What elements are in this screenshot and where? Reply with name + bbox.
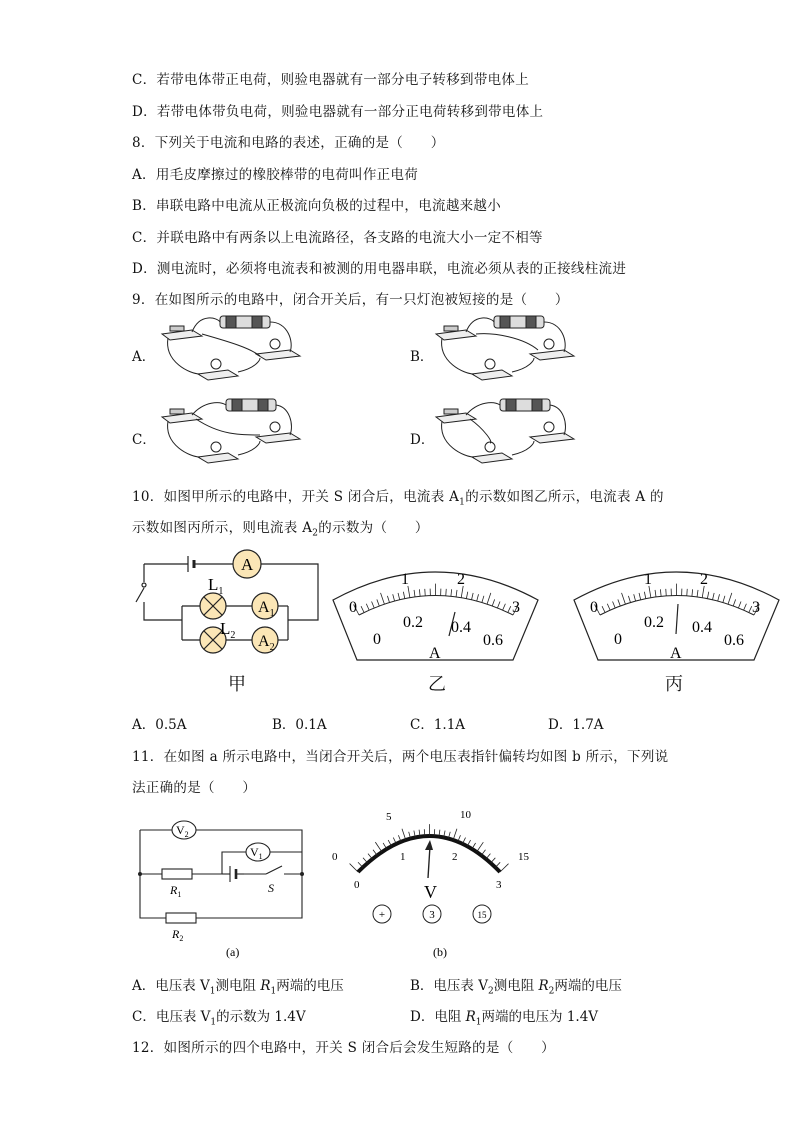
q10-ammeter-a1-label: $A_1$ [258, 599, 275, 619]
q10-option-c: C．1.1A [410, 717, 466, 733]
q10-bing-outer-tick-3: 3 [752, 599, 760, 616]
q11-scale-tick [453, 829, 457, 840]
q11-outer-tick-15: 15 [518, 851, 529, 863]
q10-lamp-l2-label: $L_2$ [220, 619, 236, 641]
q10-yi-inner-tick-0: 0 [373, 631, 381, 648]
q10-option-b: B．0.1A [272, 717, 327, 733]
q10-ammeter-a-label: A [241, 555, 254, 574]
q7-option-d: D．若带电体带负电荷，则验电器就有一部分正电荷转移到带电体上 [132, 104, 544, 120]
q11-scale-tick [477, 842, 484, 852]
q8-stem: 8．下列关于电流和电路的表述，正确的是（ ） [132, 135, 445, 151]
q10-lamp-l1-label: $L_1$ [208, 575, 224, 597]
q11-stem-1: 11．在如图 a 所示电路中，当闭合开关后，两个电压表指针偏转均如图 b 所示，下列说 [132, 749, 669, 765]
q11-unit: V [424, 882, 437, 902]
q11-option-b: B．电压表 $V_2$测电阻 $R_2$两端的电压 [410, 978, 622, 997]
q11-inner-tick-2: 2 [452, 851, 458, 863]
q9-circuit-d [434, 395, 574, 467]
q11-outer-tick-0: 0 [332, 851, 338, 863]
q10-option-a: A．0.5A [132, 717, 187, 733]
q11-inner-tick-0: 0 [354, 879, 360, 891]
q11-scale-tick [363, 858, 368, 863]
q11-terminal-15: 15 [477, 910, 487, 920]
q11-v2-label: $V_2$ [176, 823, 189, 839]
q9-circuit-a [160, 312, 300, 384]
q10-meter-bing [574, 560, 779, 660]
q11-scale-tick [358, 862, 363, 867]
q9-label-c: C． [132, 432, 156, 448]
q9-label-a: A． [132, 349, 156, 365]
q12-stem: 12．如图所示的四个电路中，开关 S 闭合后会发生短路的是（ ） [132, 1040, 555, 1056]
q10-circuit-jia [130, 548, 330, 653]
q10-bing-unit: A [670, 645, 682, 662]
q8-option-b: B．串联电路中电流从正极流向负极的过程中，电流越来越小 [132, 198, 502, 214]
q8-option-a: A．用毛皮摩擦过的橡胶棒带的电荷叫作正电荷 [132, 167, 419, 183]
q11-outer-tick-5: 5 [386, 811, 392, 823]
q11-circuit-a [132, 812, 312, 962]
q9-label-b: B． [410, 349, 434, 365]
q10-caption-bing: 丙 [665, 674, 683, 695]
q10-yi-outer-tick-3: 3 [512, 599, 520, 616]
q11-scale-tick [495, 862, 500, 867]
q10-yi-inner-tick-3: 0.6 [483, 632, 503, 649]
q10-bing-inner-tick-3: 0.6 [724, 632, 744, 649]
q11-option-d: D．电阻 $R_1$两端的电压为 1.4V [410, 1009, 599, 1028]
q11-v1-label: $V_1$ [250, 845, 263, 861]
q10-bing-outer-tick-0: 0 [590, 599, 598, 616]
q11-stem-2: 法正确的是（ ） [132, 780, 257, 796]
q11-r1-label: $R_1$ [170, 883, 182, 899]
q11-caption-b: (b) [433, 945, 447, 959]
q11-voltmeter-b [330, 806, 540, 959]
q7-option-c: C．若带电体带正电荷，则验电器就有一部分电子转移到带电体上 [132, 72, 530, 88]
q8-option-c: C．并联电路中有两条以上电流路径，各支路的电流大小一定不相等 [132, 230, 543, 246]
q10-yi-inner-tick-1: 0.2 [403, 614, 423, 631]
q11-terminal-plus: + [378, 909, 386, 921]
q10-bing-inner-tick-2: 0.4 [692, 619, 712, 636]
q11-scale-tick [491, 858, 496, 863]
q11-scale-tick [500, 864, 509, 872]
q10-ammeter-a2-label: $A_2$ [258, 633, 275, 653]
q11-caption-a: (a) [226, 945, 240, 959]
q10-bing-outer-tick-2: 2 [700, 571, 708, 588]
q10-yi-outer-tick-0: 0 [349, 599, 357, 616]
q11-option-a: A．电压表 $V_1$测电阻 $R_1$两端的电压 [132, 978, 344, 997]
q10-bing-outer-tick-1: 1 [644, 571, 652, 588]
q11-scale-tick [402, 829, 406, 840]
q10-yi-outer-tick-2: 2 [457, 571, 465, 588]
q10-meter-yi [333, 560, 538, 660]
q11-terminal-3: 3 [429, 909, 435, 921]
q11-scale-tick [350, 864, 358, 872]
q10-stem-1: 10．如图甲所示的电路中，开关 S 闭合后，电流表 $A_1$的示数如图乙所示，电流表 A 的 [132, 489, 664, 508]
q11-inner-tick-1: 1 [400, 851, 406, 863]
q9-label-d: D． [410, 432, 435, 448]
q10-option-d: D．1.7A [548, 717, 604, 733]
q11-switch-label: S [268, 881, 274, 895]
q11-outer-tick-10: 10 [460, 809, 471, 821]
q11-scale-tick [368, 854, 372, 859]
q11-inner-tick-3: 3 [496, 879, 502, 891]
q9-stem: 9．在如图所示的电路中，闭合开关后，有一只灯泡被短接的是（ ） [132, 292, 569, 308]
q9-circuit-c [160, 395, 300, 467]
q10-bing-inner-tick-1: 0.2 [644, 614, 664, 631]
q10-yi-outer-tick-1: 1 [401, 571, 409, 588]
q11-option-c: C．电压表 $V_1$的示数为 1.4V [132, 1009, 306, 1028]
q10-caption-yi: 乙 [428, 674, 446, 695]
q11-scale-tick [486, 854, 490, 859]
q10-bing-inner-tick-0: 0 [614, 631, 622, 648]
q8-option-d: D．测电流时，必须将电流表和被测的用电器串联，电流必须从表的正接线柱流进 [132, 261, 627, 277]
q10-yi-inner-tick-2: 0.4 [451, 619, 471, 636]
q10-yi-unit: A [429, 645, 441, 662]
q11-r2-label: $R_2$ [172, 927, 184, 943]
q11-scale-tick [375, 842, 382, 852]
q9-circuit-b [434, 312, 574, 384]
q10-caption-jia: 甲 [228, 674, 246, 695]
q10-stem-2: 示数如图丙所示，则电流表 $A_2$的示数为（ ） [132, 520, 429, 539]
